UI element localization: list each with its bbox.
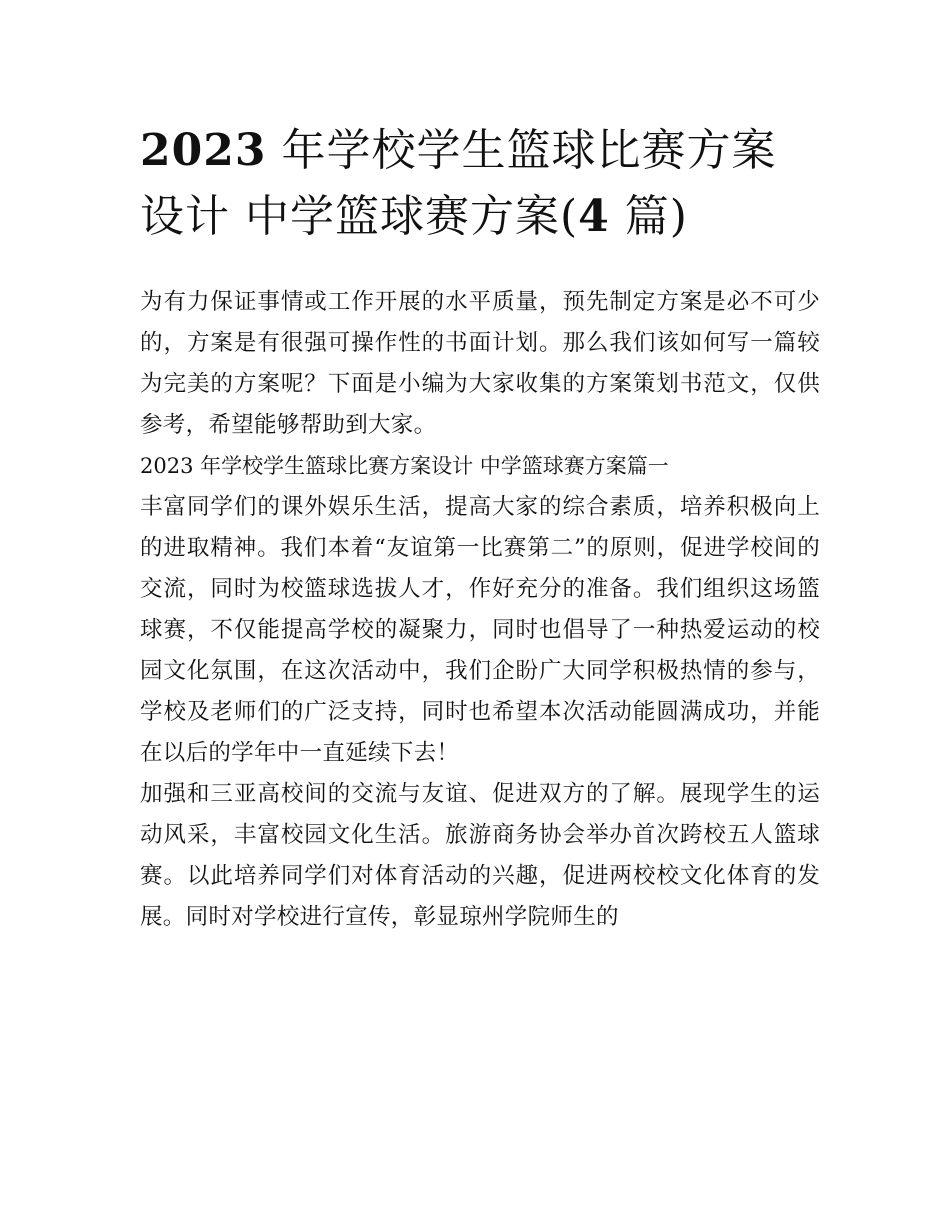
title-year: 2023 (140, 125, 267, 176)
body-paragraph-2: 加强和三亚高校间的交流与友谊、促进双方的了解。展现学生的运动风采，丰富校园文化生活。旅游商务协会举办首次跨校五人篮球赛。以此培养同学们对体育活动的兴趣，促进两校校文化体育的发展。同时对学校进行宣传，彰显琼州学院师生的 (140, 781, 820, 930)
body-paragraph-1: 丰富同学们的课外娱乐生活，提高大家的综合素质，培养积极向上的进取精神。我们本着“友谊第一比赛第二”的原则，促进学校间的交流，同时为校篮球选拔人才，作好充分的准备。我们组织这场篮球赛，不仅能提高学校的凝聚力，同时也倡导了一种热爱运动的校园文化氛围，在这次活动中，我们企盼广大同学积极热情的参与，学校及老师们的广泛支持，同时也希望本次活动能圆满成功，并能在以后的学年中一直延续下去！ (140, 494, 820, 766)
intro-paragraph: 为有力保证事情或工作开展的水平质量，预先制定方案是必不可少的，方案是有很强可操作性的书面计划。那么我们该如何写一篇较为完美的方案呢？下面是小编为大家收集的方案策划书范文，仅供参考，希望能够帮助到大家。 (140, 289, 820, 438)
document-body (140, 282, 820, 938)
title-count: 4 (578, 191, 610, 242)
document-title (140, 118, 820, 250)
title-main-text: 年学校学生篮球比赛方案设计 中学篮球赛方案( (140, 125, 777, 242)
title-suffix: 篇) (609, 191, 688, 242)
section-heading: 2023 年学校学生篮球比赛方案设计 中学篮球赛方案篇一 (140, 454, 669, 478)
